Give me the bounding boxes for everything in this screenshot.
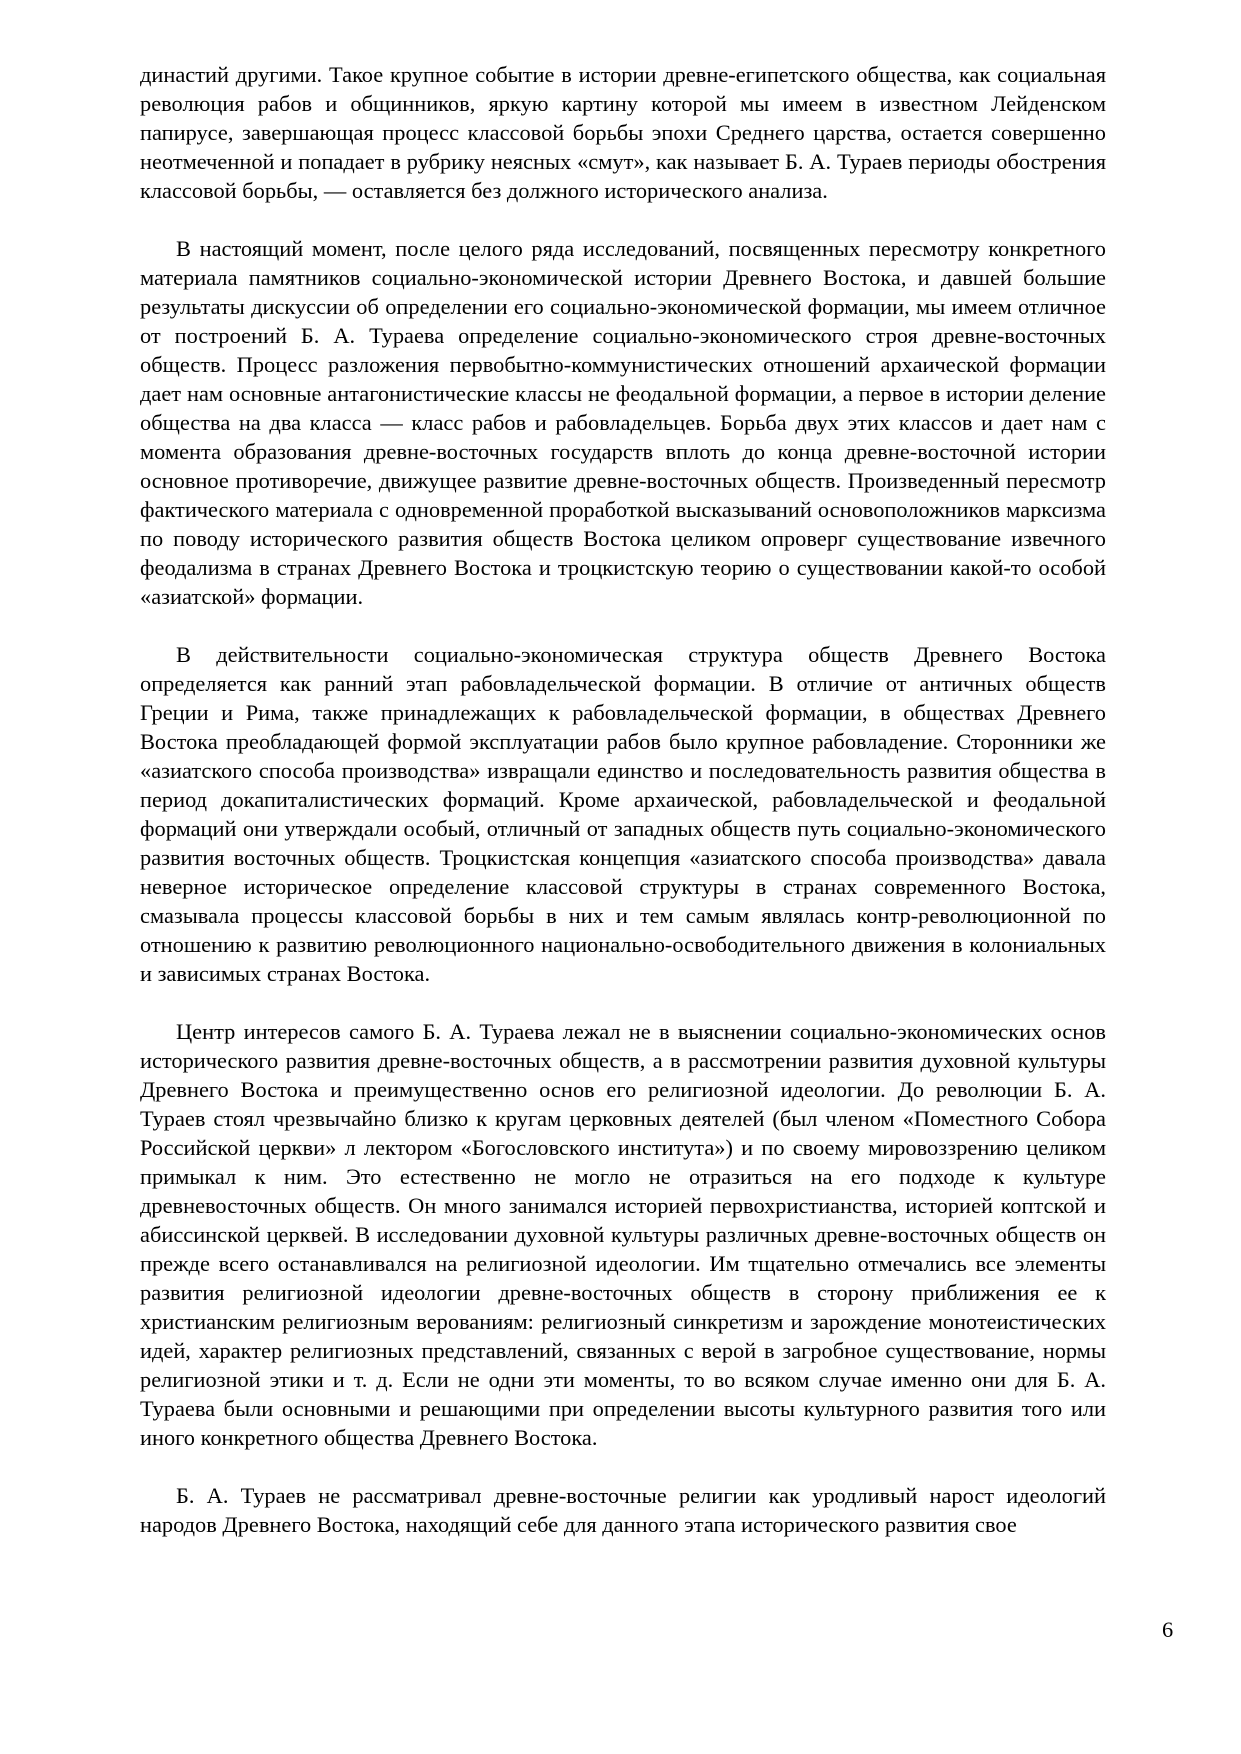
paragraph-gap xyxy=(140,611,1106,640)
paragraph-4: Центр интересов самого Б. А. Тураева лежал не в выяснении социально-экономических основ исторического развития древне-восточных обществ, а в рассмотрении развития духовной культуры Древнего Востока и преимущественно основ его религиозной идеологии. До революции Б. А. Тураев стоял чрезвычайно близко к кругам церковных деятелей (был членом «Поместного Собора Российской церкви» л лектором «Богословского института») и по своему мировоззрению целиком примыкал к ним. Это естественно не могло не отразиться на его подходе к культуре древневосточных обществ. Он много занимался историей первохристианства, историей коптской и абиссинской церквей. В исследовании духовной культуры различных древне-восточных обществ он прежде всего останавливался на религиозной идеологии. Им тщательно отмечались все элементы развития религиозной идеологии древне-восточных обществ в сторону приближения ее к христианским религиозным верованиям: религиозный синкретизм и зарождение монотеистических идей, характер религиозных представлений, связанных с верой в загробное существование, нормы религиозной этики и т. д. Если не одни эти моменты, то во всяком случае именно они для Б. А. Тураева были основными и решающими при определении высоты культурного развития того или иного конкретного общества Древнего Востока. xyxy=(140,1019,1106,1450)
paragraph-1: династий другими. Такое крупное событие в истории древне-египетского общества, как социальная революция рабов и общинников, яркую картину которой мы имеем в известном Лейденском папирусе, завершающая процесс классовой борьбы эпохи Среднего царства, остается совершенно неотмеченной и попадает в рубрику неясных «смут», как называет Б. А. Тураев периоды обострения классовой борьбы, — оставляется без должного исторического анализа. xyxy=(140,62,1106,203)
page-number: 6 xyxy=(1162,1617,1174,1642)
paragraph-5: Б. А. Тураев не рассматривал древне-восточные религии как уродливый нарост идеологий народов Древнего Востока, находящий себе для данного этапа исторического развития свое xyxy=(140,1483,1106,1537)
paragraph-2: В настоящий момент, после целого ряда исследований, посвященных пересмотру конкретного материала памятников социально-экономической истории Древнего Востока, и давшей большие результаты дискуссии об определении его социально-экономической формации, мы имеем отличное от построений Б. А. Тураева определение социально-экономического строя древне-восточных обществ. Процесс разложения первобытно-коммунистических отношений архаической формации дает нам основные антагонистические классы не феодальной формации, а первое в истории деление общества на два класса — класс рабов и рабовладельцев. Борьба двух этих классов и дает нам с момента образования древне-восточных государств вплоть до конца древне-восточной истории основное противоречие, движущее развитие древне-восточных обществ. Произведенный пересмотр фактического материала с одновременной проработкой высказываний основоположников марксизма по поводу исторического развития обществ Востока целиком опроверг существование извечного феодализма в странах Древнего Востока и троцкистскую теорию о существовании какой-то особой «азиатской» формации. xyxy=(140,236,1106,609)
paragraph-gap xyxy=(140,1452,1106,1481)
paragraph-3: В действительности социально-экономическая структура обществ Древнего Востока определяется как ранний этап рабовладельческой формации. В отличие от античных обществ Греции и Рима, также принадлежащих к рабовладельческой формации, в обществах Древнего Востока преобладающей формой эксплуатации рабов было крупное рабовладение. Сторонники же «азиатского способа производства» извращали единство и последовательность развития общества в период докапиталистических формаций. Кроме архаической, рабовладельческой и феодальной формаций они утверждали особый, отличный от западных обществ путь социально-экономического развития восточных обществ. Троцкистская концепция «азиатского способа производства» давала неверное историческое определение классовой структуры в странах современного Востока, смазывала процессы классовой борьбы в них и тем самым являлась контр-революционной по отношению к развитию революционного национально-освободительного движения в колониальных и зависимых странах Востока. xyxy=(140,642,1106,986)
paragraph-gap xyxy=(140,988,1106,1017)
document-page xyxy=(140,60,1106,1539)
paragraph-gap xyxy=(140,205,1106,234)
